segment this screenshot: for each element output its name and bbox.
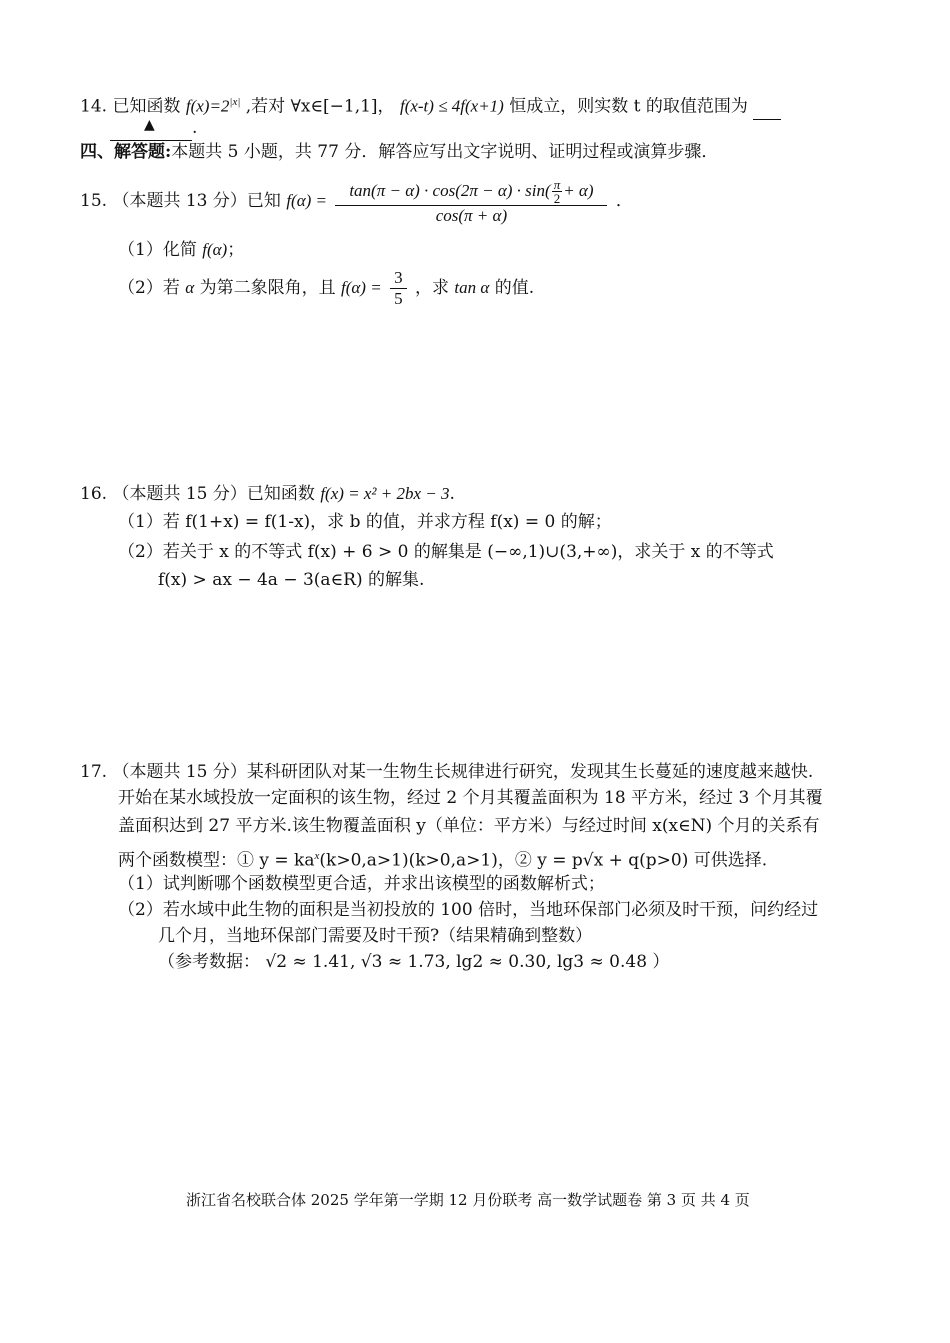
q15-part2-expr: f(α) = — [340, 278, 382, 297]
q14-text-a: 已知函数 — [112, 96, 181, 117]
q17-line1-text: （本题共 15 分）某科研团队对某一生物生长规律进行研究，发现其生长蔓延的速度越来越快. — [112, 762, 814, 782]
q15-part1-label: （1）化简 — [118, 240, 197, 260]
q15-numerator-b: + α) — [563, 180, 594, 200]
q15-part2-alpha: α — [185, 278, 195, 297]
q14-blank-a — [753, 95, 781, 120]
q17-line4-b: (k>0,a>1)(k>0,a>1)，② y = p√x + q(p>0) 可供选择. — [319, 850, 768, 871]
section4-title: 四、解答题: — [80, 142, 172, 162]
q16-line1 — [80, 482, 455, 506]
q15-pi-fraction — [552, 178, 563, 205]
q15-part2-fraction — [390, 268, 407, 309]
q15-part2-tan: tan α — [454, 278, 490, 297]
q15-part1-expr: f(α) — [202, 240, 228, 259]
q14-ineq: f(x-t) ≤ 4f(x+1) — [399, 96, 504, 116]
q15-denominator: cos(π + α) — [435, 205, 508, 225]
q17-line4-a: 两个函数模型：① y = ka — [118, 850, 315, 871]
q15-pi-num: π — [553, 176, 561, 192]
q17-number: 17. — [80, 762, 108, 782]
q15-end: ． — [615, 191, 633, 211]
q15-part1-end: ； — [227, 240, 245, 260]
q15-part2-label: （2）若 — [118, 278, 180, 298]
q15-main-fraction — [335, 178, 607, 226]
q15-number: 15. — [80, 191, 108, 211]
q17-line4 — [118, 844, 767, 873]
q15-part2-end: 的值. — [494, 278, 535, 298]
q15-part2-ask: ，求 — [415, 278, 449, 298]
q14-exp: |x| — [229, 96, 241, 108]
q14-text-b: ,若对 ∀x∈[−1,1]， — [245, 96, 395, 117]
q15-line1 — [80, 172, 633, 230]
q16-intro: （本题共 15 分）已知函数 — [112, 484, 315, 504]
section4-heading — [80, 140, 718, 164]
q17-line1 — [80, 760, 813, 784]
q16-part2-a: （2）若关于 x 的不等式 f(x) + 6 > 0 的解集是 (−∞,1)∪(3,+∞)，求关于 x 的不等式 — [118, 542, 774, 562]
q14-number: 14. — [80, 96, 108, 117]
q17-line2: 开始在某水域投放一定面积的该生物，经过 2 个月其覆盖面积为 18 平方米，经过 3 个月其覆 — [118, 788, 823, 808]
q14-period: . — [192, 118, 198, 138]
q16-part2-b: f(x) > ax − 4a − 3(a∈R) 的解集. — [158, 570, 425, 590]
q17-reference-data: （参考数据： √2 ≈ 1.41, √3 ≈ 1.73, lg2 ≈ 0.30, lg3 ≈ 0.48 ） — [158, 952, 670, 972]
section4-desc: 本题共 5 小题，共 77 分．解答应写出文字说明、证明过程或演算步骤． — [171, 142, 719, 162]
q17-part1: （1）试判断哪个函数模型更合适，并求出该模型的函数解析式； — [118, 874, 605, 894]
q15-intro: （本题共 13 分）已知 — [112, 191, 281, 211]
q16-part1: （1）若 f(1+x) = f(1-x)，求 b 的值，并求方程 f(x) = 0 的解； — [118, 512, 612, 532]
q15-part2 — [118, 266, 534, 310]
q15-pi-den: 2 — [553, 190, 561, 206]
q16-number: 16. — [80, 484, 108, 504]
q16-intro-end: . — [449, 484, 455, 504]
q15-part2-text: 为第二象限角，且 — [199, 278, 336, 298]
q17-part2-a: （2）若水域中此生物的面积是当初投放的 100 倍时，当地环保部门必须及时干预，问约经过 — [118, 900, 819, 920]
q14-placeholder-triangle: ▲ — [144, 117, 155, 133]
page-footer: 浙江省名校联合体 2025 学年第一学期 12 月份联考 高一数学试题卷 第 3 页 共 4 页 — [186, 1191, 750, 1209]
q15-frac-den: 5 — [394, 289, 403, 308]
q17-line3: 盖面积达到 27 平方米.该生物覆盖面积 y（单位：平方米）与经过时间 x(x∈N) 个月的关系有 — [118, 816, 820, 836]
q15-lhs: f(α) = — [286, 191, 328, 210]
q14-func: f(x)=2 — [185, 96, 230, 116]
q15-numerator-a: tan(π − α) · cos(2π − α) · sin( — [349, 180, 551, 200]
q15-part1 — [118, 238, 244, 262]
q15-numerator — [335, 178, 607, 206]
q17-line4-sup: x — [314, 850, 320, 862]
q14-text-c: 恒成立，则实数 t 的取值范围为 — [509, 96, 748, 117]
q15-frac-num: 3 — [390, 268, 407, 289]
q17-part2-b: 几个月，当地环保部门需要及时干预?（结果精确到整数） — [158, 926, 593, 946]
q16-func: f(x) = x² + 2bx − 3 — [320, 484, 450, 503]
